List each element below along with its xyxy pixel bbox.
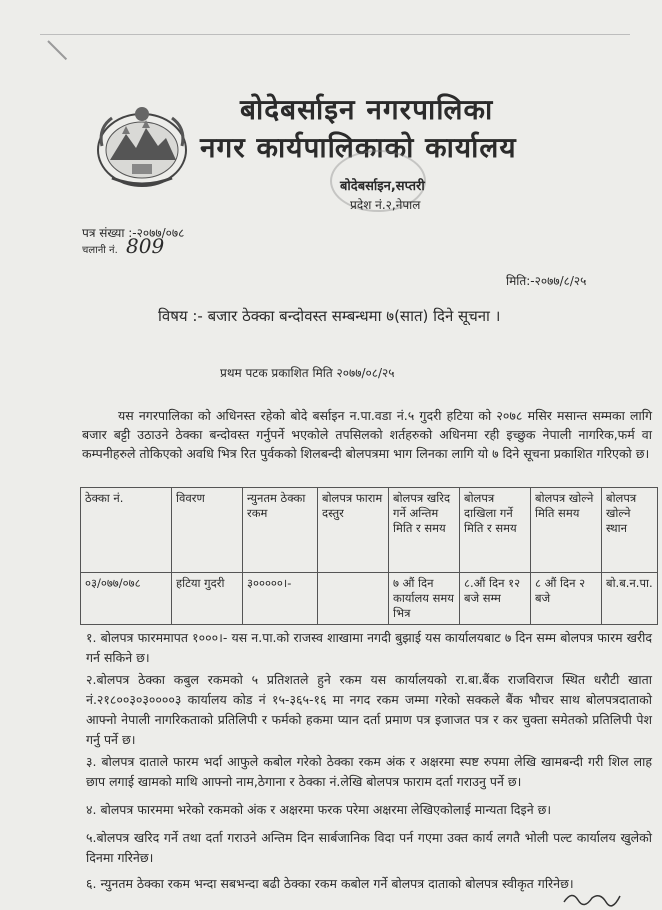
dispatch-number: 809 — [126, 234, 165, 258]
notice-subject: विषय :- बजार ठेक्का बन्दोवस्त सम्बन्धमा ७(सात) दिने सूचना । — [158, 307, 501, 325]
table-cell: ८.औं दिन १२ बजे सम्म — [460, 573, 531, 625]
table-row — [81, 573, 658, 625]
table-cell: ०३/०७७/०७८ — [81, 573, 172, 625]
table-header-cell: बोलपत्र खोल्ने मिति समय — [531, 488, 602, 573]
table-header-cell: बोलपत्र खरिद गर्ने अन्तिम मिति र समय — [389, 488, 460, 573]
first-published-date: प्रथम पटक प्रकाशित मिति २०७७/०८/२५ — [220, 366, 395, 380]
signature-mark — [562, 888, 622, 908]
dispatch-label: चलानी नं. — [82, 245, 118, 256]
table-header-cell: बोलपत्र दाखिला गर्ने मिति र समय — [460, 488, 531, 573]
table-cell — [318, 573, 389, 625]
office-province: प्रदेश नं.२,नेपाल — [350, 198, 421, 212]
organization-name: बोदेबर्साइन नगरपालिका — [240, 93, 494, 126]
table-header-row — [81, 488, 658, 573]
table-cell: बो.ब.न.पा. — [602, 573, 658, 625]
tender-table — [80, 487, 658, 625]
table-cell: ७ औं दिन कार्यालय समय भित्र — [389, 573, 460, 625]
table-cell: हटिया गुदरी — [172, 573, 243, 625]
scan-mark — [47, 40, 67, 60]
table-header-cell: न्युनतम ठेक्का रकम — [243, 488, 318, 573]
intro-paragraph: यस नगरपालिका को अधिनस्त रहेको बोदे बर्साइन न.पा.वडा नं.५ गुदरी हटिया को २०७८ मसिर मसान्त सम्मका लागि बजार बट्टी उठाउने ठेक्का बन्दोवस्त गर्नुपर्ने भएकोले तपसिलको शर्तहरुको अधिनमा रही इच्छुक नेपाली नागरिक,फर्म वा कम्पनीहरुले तोकिएको अवधि भित्र रित पुर्वकको शिलबन्दी बोलपत्रमा भाग लिनका लागि यो ७ दिने सूचना प्रकाशित गरिएको छ। — [82, 408, 652, 461]
scan-edge-line — [40, 34, 630, 35]
condition-4: ४. बोलपत्र फारममा भरेको रकमको अंक र अक्षरमा फरक परेमा अक्षरमा लेखिएकोलाई मान्यता दिइने छ। — [86, 802, 552, 817]
office-address: बोदेबर्साइन,सप्तरी — [340, 179, 425, 194]
table-cell: ३०००००।- — [243, 573, 318, 625]
condition-1: १. बोलपत्र फारममापत १०००।- यस न.पा.को राजस्व शाखामा नगदी बुझाई यस कार्यालयबाट ७ दिन सम्म बोलपत्र फारम खरीद गर्न सकिने छ। — [86, 630, 652, 665]
condition-6: ६. न्युनतम ठेक्का रकम भन्दा सबभन्दा बढी ठेक्का रकम कबोल गर्ने बोलपत्र दाताको बोलपत्र स्वीकृत गरिनेछ। — [86, 876, 574, 891]
letter-number: पत्र संख्या :-२०७७/०७८ — [82, 226, 185, 240]
condition-5: ५.बोलपत्र खरिद गर्ने तथा दर्ता गराउने अन्तिम दिन सार्बजानिक विदा पर्न गएमा उक्त कार्य लगतै भोली पल्ट कार्यालय खुलेको दिनमा गरिनेछ। — [86, 830, 652, 865]
table-header-cell: बोलपत्र फाराम दस्तुर — [318, 488, 389, 573]
table-cell: ८ औं दिन २ बजे — [531, 573, 602, 625]
office-name: नगर कार्यपालिकाको कार्यालय — [200, 131, 517, 164]
condition-2: २.बोलपत्र ठेक्का कबुल रकमको ५ प्रतिशतले हुने रकम यस कार्यालयको रा.बा.बैंक राजविराज स्थित धरौटी खाता नं.२१८००३०३००००३ कार्यालय कोड नं १५-३६५-१६ मा नगद रकम जम्मा गरेको सक्कले बैंक भौचर साथ बोलपत्रदाताको आफ्नो नेपाली नागरिकताको प्रतिलिपी र फर्मको हकमा प्यान दर्ता प्रमाण पत्र इजाजत पत्र र कर चुक्ता समेतको प्रतिलिपी पेश गर्नु पर्ने छ। — [86, 672, 652, 747]
nepal-emblem-logo — [92, 98, 192, 190]
letter-date: मिति:-२०७७/८/२५ — [506, 274, 587, 288]
table-header-cell: ठेक्का नं. — [81, 488, 172, 573]
table-header-cell: विवरण — [172, 488, 243, 573]
condition-3: ३. बोलपत्र दाताले फारम भर्दा आफुले कबोल गरेको ठेक्का रकम अंक र अक्षरमा स्पष्ट रुपमा लेखि खामबन्दी गरी शिल लाह छाप लगाई खामको माथि आफ्नो नाम,ठेगाना र ठेक्का नं.लेखि बोलपत्र फाराम दर्ता गराउनु पर्ने छ। — [86, 754, 652, 789]
table-header-cell: बोलपत्र खोल्ने स्थान — [602, 488, 658, 573]
